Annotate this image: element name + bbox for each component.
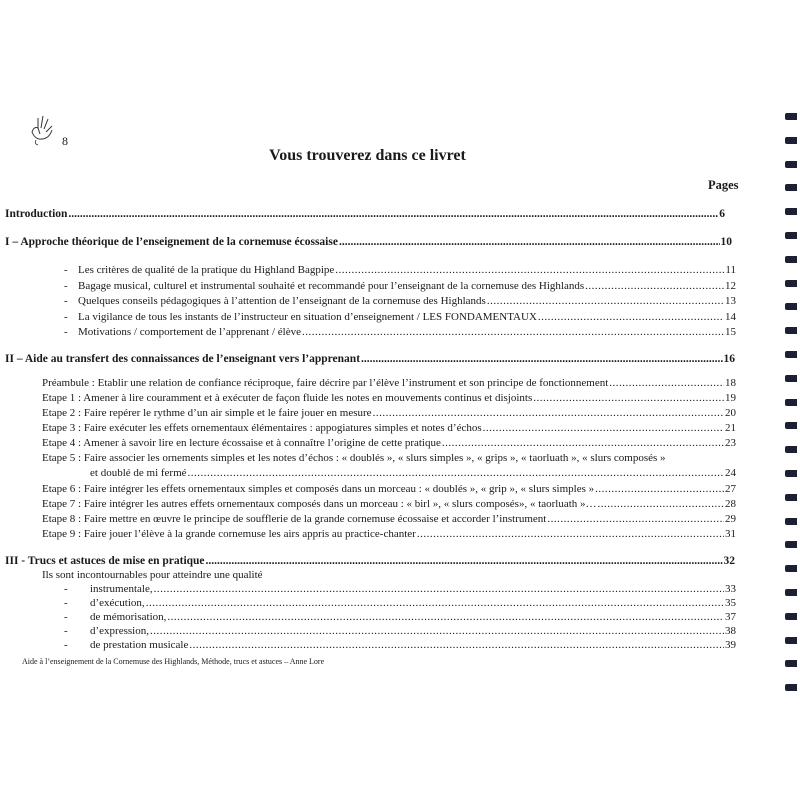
binding-ring (785, 541, 797, 548)
toc-item[interactable]: Motivations / comportement de l’apprenant / élève ..... 15 (78, 326, 736, 339)
toc-item-etape-1[interactable]: Etape 1 : Amener à lire couramment et à exécuter de façon fluide les notes en mouvements continus et disjoints ..... 19 (42, 392, 736, 405)
binding-ring (785, 446, 797, 453)
binding-ring (785, 494, 797, 501)
binding-ring (785, 422, 797, 429)
toc-entry-introduction[interactable]: Introduction ..... 6 (5, 208, 725, 221)
spiral-binding (785, 0, 800, 800)
binding-ring (785, 351, 797, 358)
page-number: 8 (62, 134, 68, 148)
pages-column-header: Pages (708, 178, 739, 192)
toc-item[interactable]: instrumentale, ..... 33 (90, 583, 736, 596)
binding-ring (785, 303, 797, 310)
bullet-dash: - (64, 639, 68, 651)
toc-section-3[interactable]: III - Trucs et astuces de mise en pratique ..... 32 (5, 555, 735, 568)
binding-ring (785, 399, 797, 406)
binding-ring (785, 375, 797, 382)
bullet-dash: - (64, 280, 68, 292)
page-title: Vous trouverez dans ce livret (269, 147, 466, 164)
binding-ring (785, 137, 797, 144)
page-footer: Aide à l’enseignement de la Cornemuse des Highlands, Méthode, trucs et astuces – Anne Lore (22, 657, 325, 666)
toc-item-etape-3[interactable]: Etape 3 : Faire exécuter les effets ornementaux élémentaires : appogiatures simples et notes d’échos ..... 21 (42, 422, 736, 435)
toc-item[interactable]: d’expression, ..... 38 (90, 625, 736, 638)
toc-item-etape-6[interactable]: Etape 6 : Faire intégrer les effets ornementaux simples et composés dans un morceau : « doublés », « grip », « slurs simples » ..... 27 (42, 483, 736, 496)
toc-item[interactable]: d’exécution, ..... 35 (90, 597, 736, 610)
binding-ring (785, 518, 797, 525)
toc-item-etape-2[interactable]: Etape 2 : Faire repérer le rythme d’un air simple et le faire jouer en mesure ..... 20 (42, 407, 736, 420)
bullet-dash: - (64, 583, 68, 595)
toc-item[interactable]: de mémorisation, ..... 37 (90, 611, 736, 624)
binding-ring (785, 327, 797, 334)
toc-item[interactable]: Les critères de qualité de la pratique du Highland Bagpipe ..... 11 (78, 264, 736, 277)
binding-ring (785, 637, 797, 644)
binding-ring (785, 256, 797, 263)
binding-ring (785, 684, 797, 691)
binding-ring (785, 161, 797, 168)
toc-item-etape-9[interactable]: Etape 9 : Faire jouer l’élève à la grande cornemuse les airs appris au practice-chanter ..... 31 (42, 528, 736, 541)
binding-ring (785, 184, 797, 191)
hand-doodle-icon (28, 112, 58, 151)
toc-item[interactable]: Bagage musical, culturel et instrumental souhaité et recommandé pour l’enseignant de la cornemuse des Highlands ..... 12 (78, 280, 736, 293)
binding-ring (785, 613, 797, 620)
toc-section-2[interactable]: II – Aide au transfert des connaissances de l’enseignant vers l’apprenant ..... 16 (5, 353, 735, 366)
toc-item[interactable]: Quelques conseils pédagogiques à l’attention de l’enseignant de la cornemuse des Highlands ..... 13 (78, 295, 736, 308)
binding-ring (785, 470, 797, 477)
binding-ring (785, 660, 797, 667)
binding-ring (785, 113, 797, 120)
toc-item-etape-4[interactable]: Etape 4 : Amener à savoir lire en lecture écossaise et à connaître l’origine de cette pratique ..... 23 (42, 437, 736, 450)
bullet-dash: - (64, 625, 68, 637)
bullet-dash: - (64, 326, 68, 338)
toc-item-preambule[interactable]: Préambule : Etablir une relation de confiance réciproque, faire décrire par l’élève l’instrument et son principe de fonctionnement ..... 18 (42, 377, 736, 390)
bullet-dash: - (64, 597, 68, 609)
section-3-intro: Ils sont incontournables pour atteindre une qualité (42, 569, 263, 581)
toc-item-etape-5[interactable]: Etape 5 : Faire associer les ornements simples et les notes d’échos : « doublés », « slurs simples », « grips », « taorluath », « slurs composés » (42, 452, 666, 464)
toc-item[interactable]: La vigilance de tous les instants de l’instructeur en situation d’enseignement / LES FONDAMENTAUX ..... 14 (78, 311, 736, 324)
binding-ring (785, 565, 797, 572)
toc-section-1[interactable]: I – Approche théorique de l’enseignement de la cornemuse écossaise ..... 10 (5, 236, 732, 249)
bullet-dash: - (64, 611, 68, 623)
binding-ring (785, 232, 797, 239)
bullet-dash: - (64, 311, 68, 323)
binding-ring (785, 280, 797, 287)
bullet-dash: - (64, 264, 68, 276)
bullet-dash: - (64, 295, 68, 307)
binding-ring (785, 208, 797, 215)
toc-item-etape-7[interactable]: Etape 7 : Faire intégrer les autres effets ornementaux composés dans un morceau : « birl », « slurs composés», « taorluath »… ..... 28 (42, 498, 736, 511)
toc-item-etape-5-cont[interactable]: et doublé de mi fermé ..... 24 (90, 467, 736, 480)
toc-item[interactable]: de prestation musicale ..... 39 (90, 639, 736, 652)
binding-ring (785, 589, 797, 596)
toc-item-etape-8[interactable]: Etape 8 : Faire mettre en œuvre le principe de soufflerie de la grande cornemuse écossaise et accorder l’instrument ..... 29 (42, 513, 736, 526)
